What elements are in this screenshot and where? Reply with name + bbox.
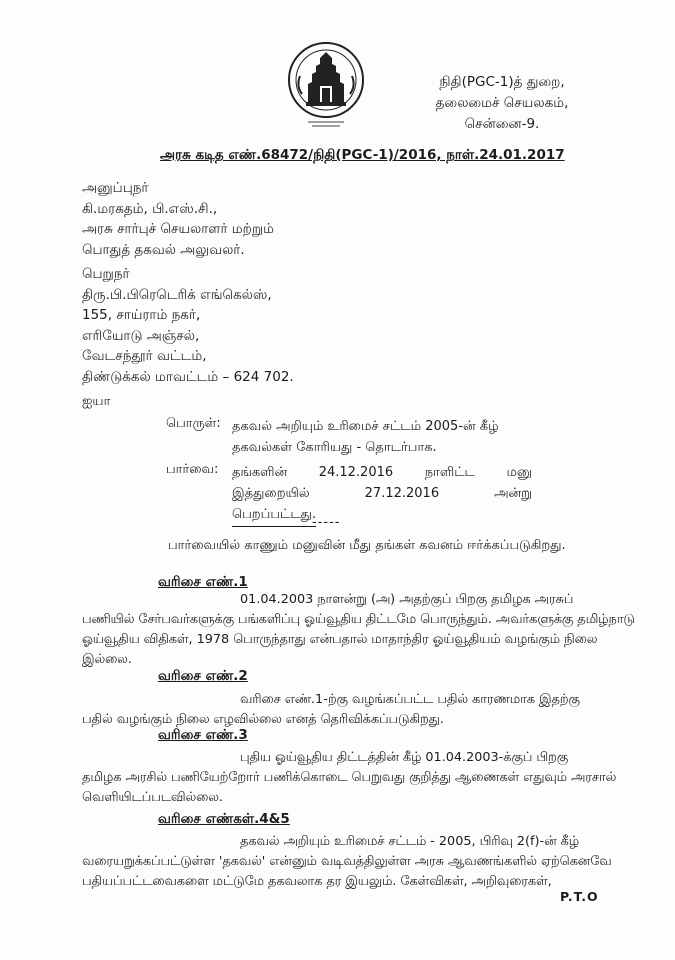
- section-heading-2: வரிசை எண்.2: [158, 668, 248, 684]
- sender-line: பொதுத் தகவல் அலுவலர்.: [82, 241, 245, 258]
- reference-row: [232, 483, 532, 504]
- paragraph-line: தமிழக அரசில் பணியேற்றோர் பணிக்கொடை பெறுவது குறித்து ஆணைகள் எதுவும் அரசால்: [82, 770, 617, 785]
- paragraph-line: பணியில் சேர்பவர்களுக்கு பங்களிப்பு ஓய்வூதிய திட்டமே பொருந்தும். அவர்களுக்கு தமிழ்நாடு: [82, 612, 635, 627]
- recipient-line: 155, சாய்ராம் நகர்,: [82, 307, 201, 323]
- dept-line: நிதி(PGC-1)த் துறை,: [439, 74, 565, 90]
- paragraph-line: பதியப்பட்டவைகளை மட்டுமே தகவலாக தர இயலும். கேள்விகள், அறிவுரைகள்,: [82, 874, 552, 889]
- section-heading-3: வரிசை எண்.3: [158, 727, 248, 743]
- recipient-line: திண்டுக்கல் மாவட்டம் – 624 702.: [82, 368, 294, 385]
- section-paragraph-3: [82, 748, 642, 808]
- paragraph-line: 01.04.2003 நாளன்று (அ) அதற்குப் பிறகு தமிழக அரசுப்: [240, 592, 574, 607]
- sender-line: கி.மரகதம், பி.எஸ்.சி.,: [82, 200, 218, 217]
- tamil-nadu-emblem-icon: [286, 36, 366, 132]
- paragraph-line: ஓய்வூதிய விதிகள், 1978 பொருந்தாது என்பதால் மாதாந்திர ஓய்வூதியம் வழங்கும் நிலை: [82, 632, 598, 647]
- paragraph-line: வரையறுக்கப்பட்டுள்ள 'தகவல்' என்னும் வடிவத்திலுள்ள அரசு ஆவணங்களில் ஏற்கெனவே: [82, 854, 612, 869]
- page-turn-over-marker: P.T.O: [560, 889, 599, 904]
- subject-line: தகவல்கள் கோரியது - தொடர்பாக.: [232, 440, 437, 455]
- paragraph-line: வரிசை எண்.1-ற்கு வழங்கப்பட்ட பதில் காரணமாக இதற்கு: [240, 692, 580, 707]
- recipient-line: வேடசந்தூர் வட்டம்,: [82, 348, 207, 364]
- reference-word: நாளிட்ட: [424, 465, 475, 480]
- section-paragraph-2: [82, 690, 642, 730]
- dept-line: சென்னை-9.: [464, 116, 540, 132]
- reference-line-end: பெறப்பட்டது.: [232, 504, 316, 527]
- recipient-line: திரு.பி.பிரெடெரிக் எங்கெல்ஸ்,: [82, 286, 272, 303]
- subject-label: பொருள்:: [166, 416, 221, 431]
- paragraph-line: புதிய ஓய்வூதிய திட்டத்தின் கீழ் 01.04.2003-க்குப் பிறகு: [240, 750, 569, 765]
- intro-paragraph: பார்வையில் காணும் மனுவின் மீது தங்கள் கவனம் ஈர்க்கப்படுகிறது.: [168, 538, 566, 553]
- reference-date: 27.12.2016: [364, 486, 440, 501]
- recipient-label: பெறுநர்: [82, 266, 130, 282]
- reference-word: அன்று: [494, 486, 532, 501]
- sender-line: அரசு சார்புச் செயலாளர் மற்றும்: [82, 221, 275, 237]
- subject-text: [232, 416, 522, 458]
- reference-word: இத்துறையில்: [232, 486, 310, 501]
- sender-block: [82, 178, 274, 260]
- divider: -----: [312, 515, 341, 530]
- letter-reference-number: அரசு கடித எண்.68472/நிதி(PGC-1)/2016, நாள்.24.01.2017: [160, 147, 565, 163]
- reference-text: [232, 462, 532, 527]
- section-paragraph-1: [82, 590, 642, 670]
- recipient-block: [82, 264, 294, 387]
- reference-label: பார்வை:: [166, 462, 219, 477]
- paragraph-line: பதில் வழங்கும் நிலை எழவில்லை எனத் தெரிவிக்கப்படுகிறது.: [82, 712, 444, 727]
- sender-label: அனுப்புநர்: [82, 180, 149, 196]
- paragraph-line: வெளியிடப்படவில்லை.: [82, 790, 223, 805]
- dept-line: தலைமைச் செயலகம்,: [435, 95, 569, 111]
- reference-date: 24.12.2016: [318, 465, 394, 480]
- recipient-line: எரியோடு அஞ்சல்,: [82, 327, 200, 344]
- paragraph-line: தகவல் அறியும் உரிமைச் சட்டம் - 2005, பிரிவு 2(f)-ன் கீழ்: [240, 834, 580, 849]
- salutation: ஐயா: [82, 394, 111, 409]
- department-address: [422, 72, 582, 135]
- reference-row: [232, 462, 532, 483]
- paragraph-line: இல்லை.: [82, 652, 132, 667]
- subject-line: தகவல் அறியும் உரிமைச் சட்டம் 2005-ன் கீழ்: [232, 419, 499, 434]
- section-heading-1: வரிசை எண்.1: [158, 574, 248, 590]
- section-paragraph-4: [82, 832, 642, 892]
- reference-word: மனு: [506, 465, 532, 480]
- reference-word: தங்களின்: [232, 465, 288, 480]
- section-heading-4: வரிசை எண்கள்.4&5: [158, 811, 290, 827]
